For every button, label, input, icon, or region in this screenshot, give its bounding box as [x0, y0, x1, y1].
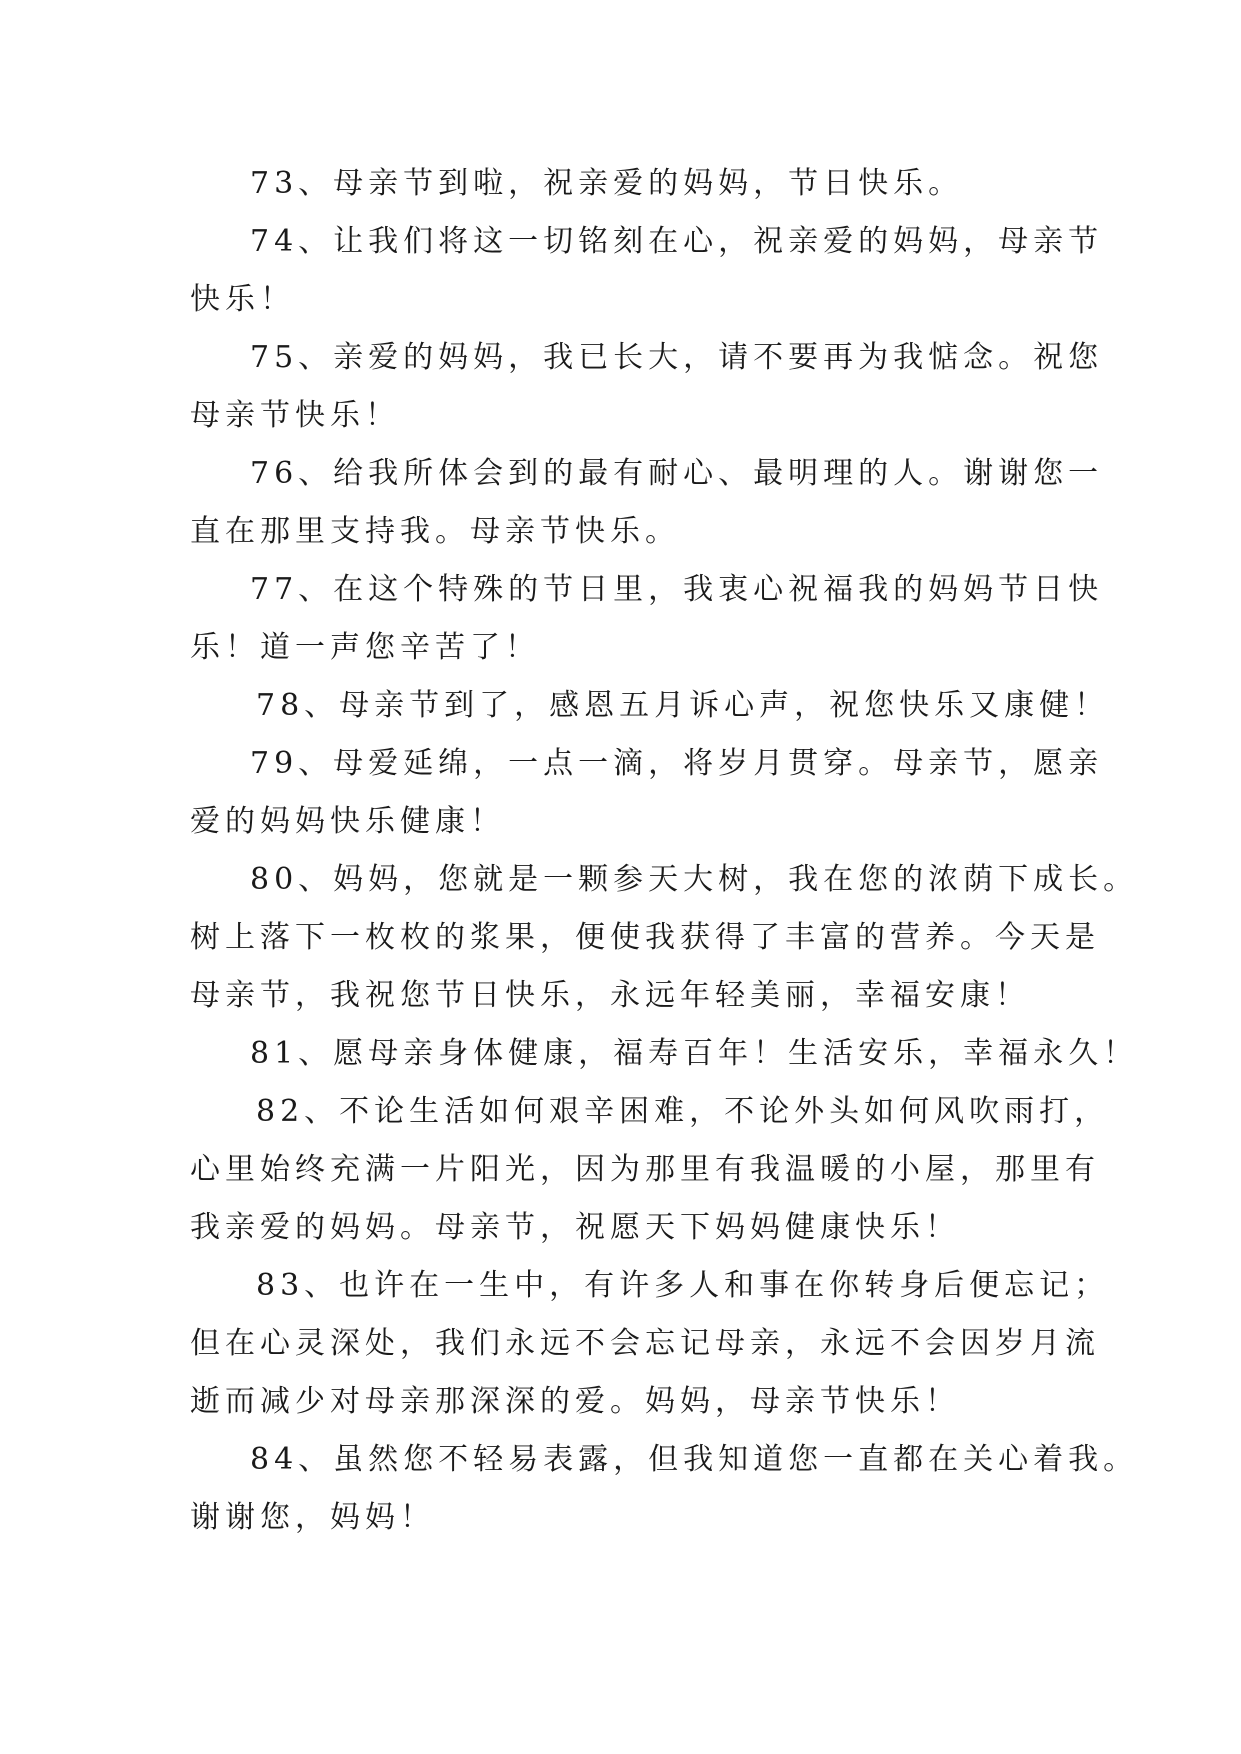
paragraph-line: 73、母亲节到啦，祝亲爱的妈妈，节日快乐。 — [250, 166, 964, 201]
paragraph-line: 84、虽然您不轻易表露，但我知道您一直都在关心着我。 — [250, 1442, 1139, 1477]
paragraph-line: 78、母亲节到了，感恩五月诉心声，祝您快乐又康健！ — [256, 688, 1110, 723]
paragraph-line: 83、也许在一生中，有许多人和事在你转身后便忘记； — [256, 1268, 1110, 1303]
document-body — [190, 155, 1139, 1547]
paragraph-line: 爱的妈妈快乐健康！ — [190, 804, 505, 839]
paragraph-line: 但在心灵深处，我们永远不会忘记母亲，永远不会因岁月流 — [190, 1326, 1100, 1361]
paragraph-line: 谢谢您，妈妈！ — [190, 1500, 435, 1535]
paragraph-line: 树上落下一枚枚的浆果，便使我获得了丰富的营养。今天是 — [190, 920, 1100, 955]
paragraph-line: 82、不论生活如何艰辛困难，不论外头如何风吹雨打， — [256, 1094, 1110, 1129]
paragraph-line: 81、愿母亲身体健康，福寿百年！生活安乐，幸福永久！ — [250, 1036, 1139, 1071]
paragraph-line: 74、让我们将这一切铭刻在心，祝亲爱的妈妈，母亲节 — [250, 224, 1104, 259]
paragraph-line: 母亲节快乐！ — [190, 398, 400, 433]
paragraph-line: 79、母爱延绵，一点一滴，将岁月贯穿。母亲节，愿亲 — [250, 746, 1104, 781]
paragraph-line: 我亲爱的妈妈。母亲节，祝愿天下妈妈健康快乐！ — [190, 1210, 960, 1245]
paragraph-line: 直在那里支持我。母亲节快乐。 — [190, 514, 680, 549]
paragraph-line: 母亲节，我祝您节日快乐，永远年轻美丽，幸福安康！ — [190, 978, 1030, 1013]
paragraph-line: 77、在这个特殊的节日里，我衷心祝福我的妈妈节日快 — [250, 572, 1104, 607]
paragraph-line: 心里始终充满一片阳光，因为那里有我温暖的小屋，那里有 — [190, 1152, 1100, 1187]
paragraph-line: 76、给我所体会到的最有耐心、最明理的人。谢谢您一 — [250, 456, 1104, 491]
paragraph-line: 快乐！ — [190, 282, 295, 317]
paragraph-line: 逝而减少对母亲那深深的爱。妈妈，母亲节快乐！ — [190, 1384, 960, 1419]
paragraph-line: 75、亲爱的妈妈，我已长大，请不要再为我惦念。祝您 — [250, 340, 1104, 375]
paragraph-line: 80、妈妈，您就是一颗参天大树，我在您的浓荫下成长。 — [250, 862, 1139, 897]
paragraph-line: 乐！道一声您辛苦了！ — [190, 630, 540, 665]
